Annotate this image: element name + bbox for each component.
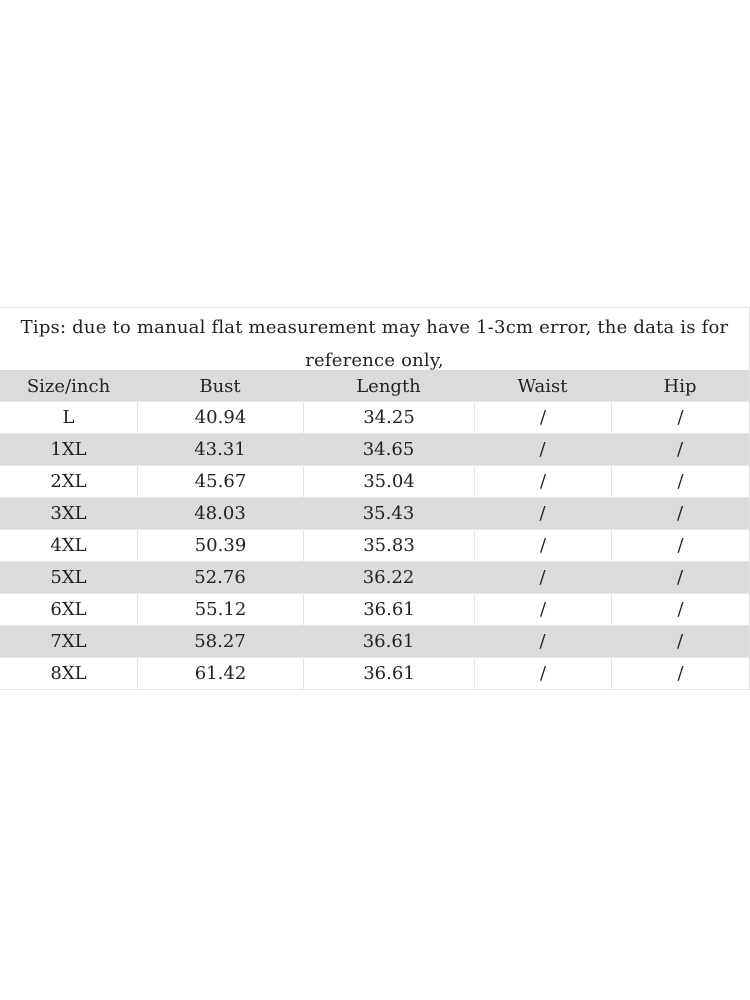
waist-cell: / — [539, 439, 546, 460]
size-cell: 7XL — [50, 631, 87, 652]
table-row — [0, 658, 749, 690]
table-row — [0, 562, 749, 594]
length-cell: 35.04 — [303, 466, 474, 497]
hip-cell: / — [676, 631, 684, 652]
bust-cell: 52.76 — [194, 567, 246, 588]
column-header-length: Length — [356, 376, 421, 397]
table-header-row — [0, 370, 749, 402]
waist-cell: / — [474, 466, 611, 497]
column-header-size: Size/inch — [26, 376, 111, 397]
size-cell: L — [62, 407, 75, 428]
length-cell: 35.43 — [362, 503, 415, 524]
column-header-waist: Waist — [517, 376, 568, 397]
bust-cell: 40.94 — [137, 402, 303, 433]
table-row — [0, 594, 749, 626]
bust-cell: 45.67 — [137, 466, 303, 497]
size-cell: 6XL — [50, 599, 87, 620]
bust-cell: 48.03 — [194, 503, 246, 524]
length-cell: 34.65 — [362, 439, 415, 460]
length-cell: 35.83 — [303, 530, 474, 561]
waist-cell: / — [474, 594, 611, 625]
table-row — [0, 402, 749, 434]
hip-cell: / — [676, 503, 684, 524]
waist-cell: / — [539, 503, 546, 524]
table-row — [0, 626, 749, 658]
length-cell: 36.61 — [303, 594, 474, 625]
size-cell: 8XL — [50, 663, 87, 684]
table-row — [0, 530, 749, 562]
length-cell: 36.61 — [362, 631, 415, 652]
length-cell: 36.61 — [303, 658, 474, 689]
table-row — [0, 434, 749, 466]
measurement-tips: Tips: due to manual flat measurement may have 1-3cm error, the data is for reference only, — [20, 317, 729, 371]
size-cell: 2XL — [50, 471, 87, 492]
length-cell: 34.25 — [303, 402, 474, 433]
hip-cell: / — [611, 402, 749, 433]
size-chart-table — [0, 307, 750, 690]
size-cell: 1XL — [50, 439, 87, 460]
column-header-bust: Bust — [199, 376, 241, 397]
bust-cell: 58.27 — [194, 631, 246, 652]
table-row — [0, 498, 749, 530]
size-cell: 5XL — [50, 567, 87, 588]
hip-cell: / — [611, 594, 749, 625]
hip-cell: / — [676, 439, 684, 460]
bust-cell: 61.42 — [137, 658, 303, 689]
length-cell: 36.22 — [362, 567, 415, 588]
waist-cell: / — [474, 402, 611, 433]
hip-cell: / — [611, 530, 749, 561]
size-cell: 3XL — [50, 503, 87, 524]
bust-cell: 50.39 — [137, 530, 303, 561]
size-cell: 4XL — [50, 535, 87, 556]
waist-cell: / — [474, 530, 611, 561]
hip-cell: / — [676, 567, 684, 588]
waist-cell: / — [539, 631, 546, 652]
table-row — [0, 466, 749, 498]
waist-cell: / — [539, 567, 546, 588]
hip-cell: / — [611, 466, 749, 497]
bust-cell: 55.12 — [137, 594, 303, 625]
hip-cell: / — [611, 658, 749, 689]
bust-cell: 43.31 — [194, 439, 246, 460]
waist-cell: / — [474, 658, 611, 689]
column-header-hip: Hip — [663, 376, 697, 397]
